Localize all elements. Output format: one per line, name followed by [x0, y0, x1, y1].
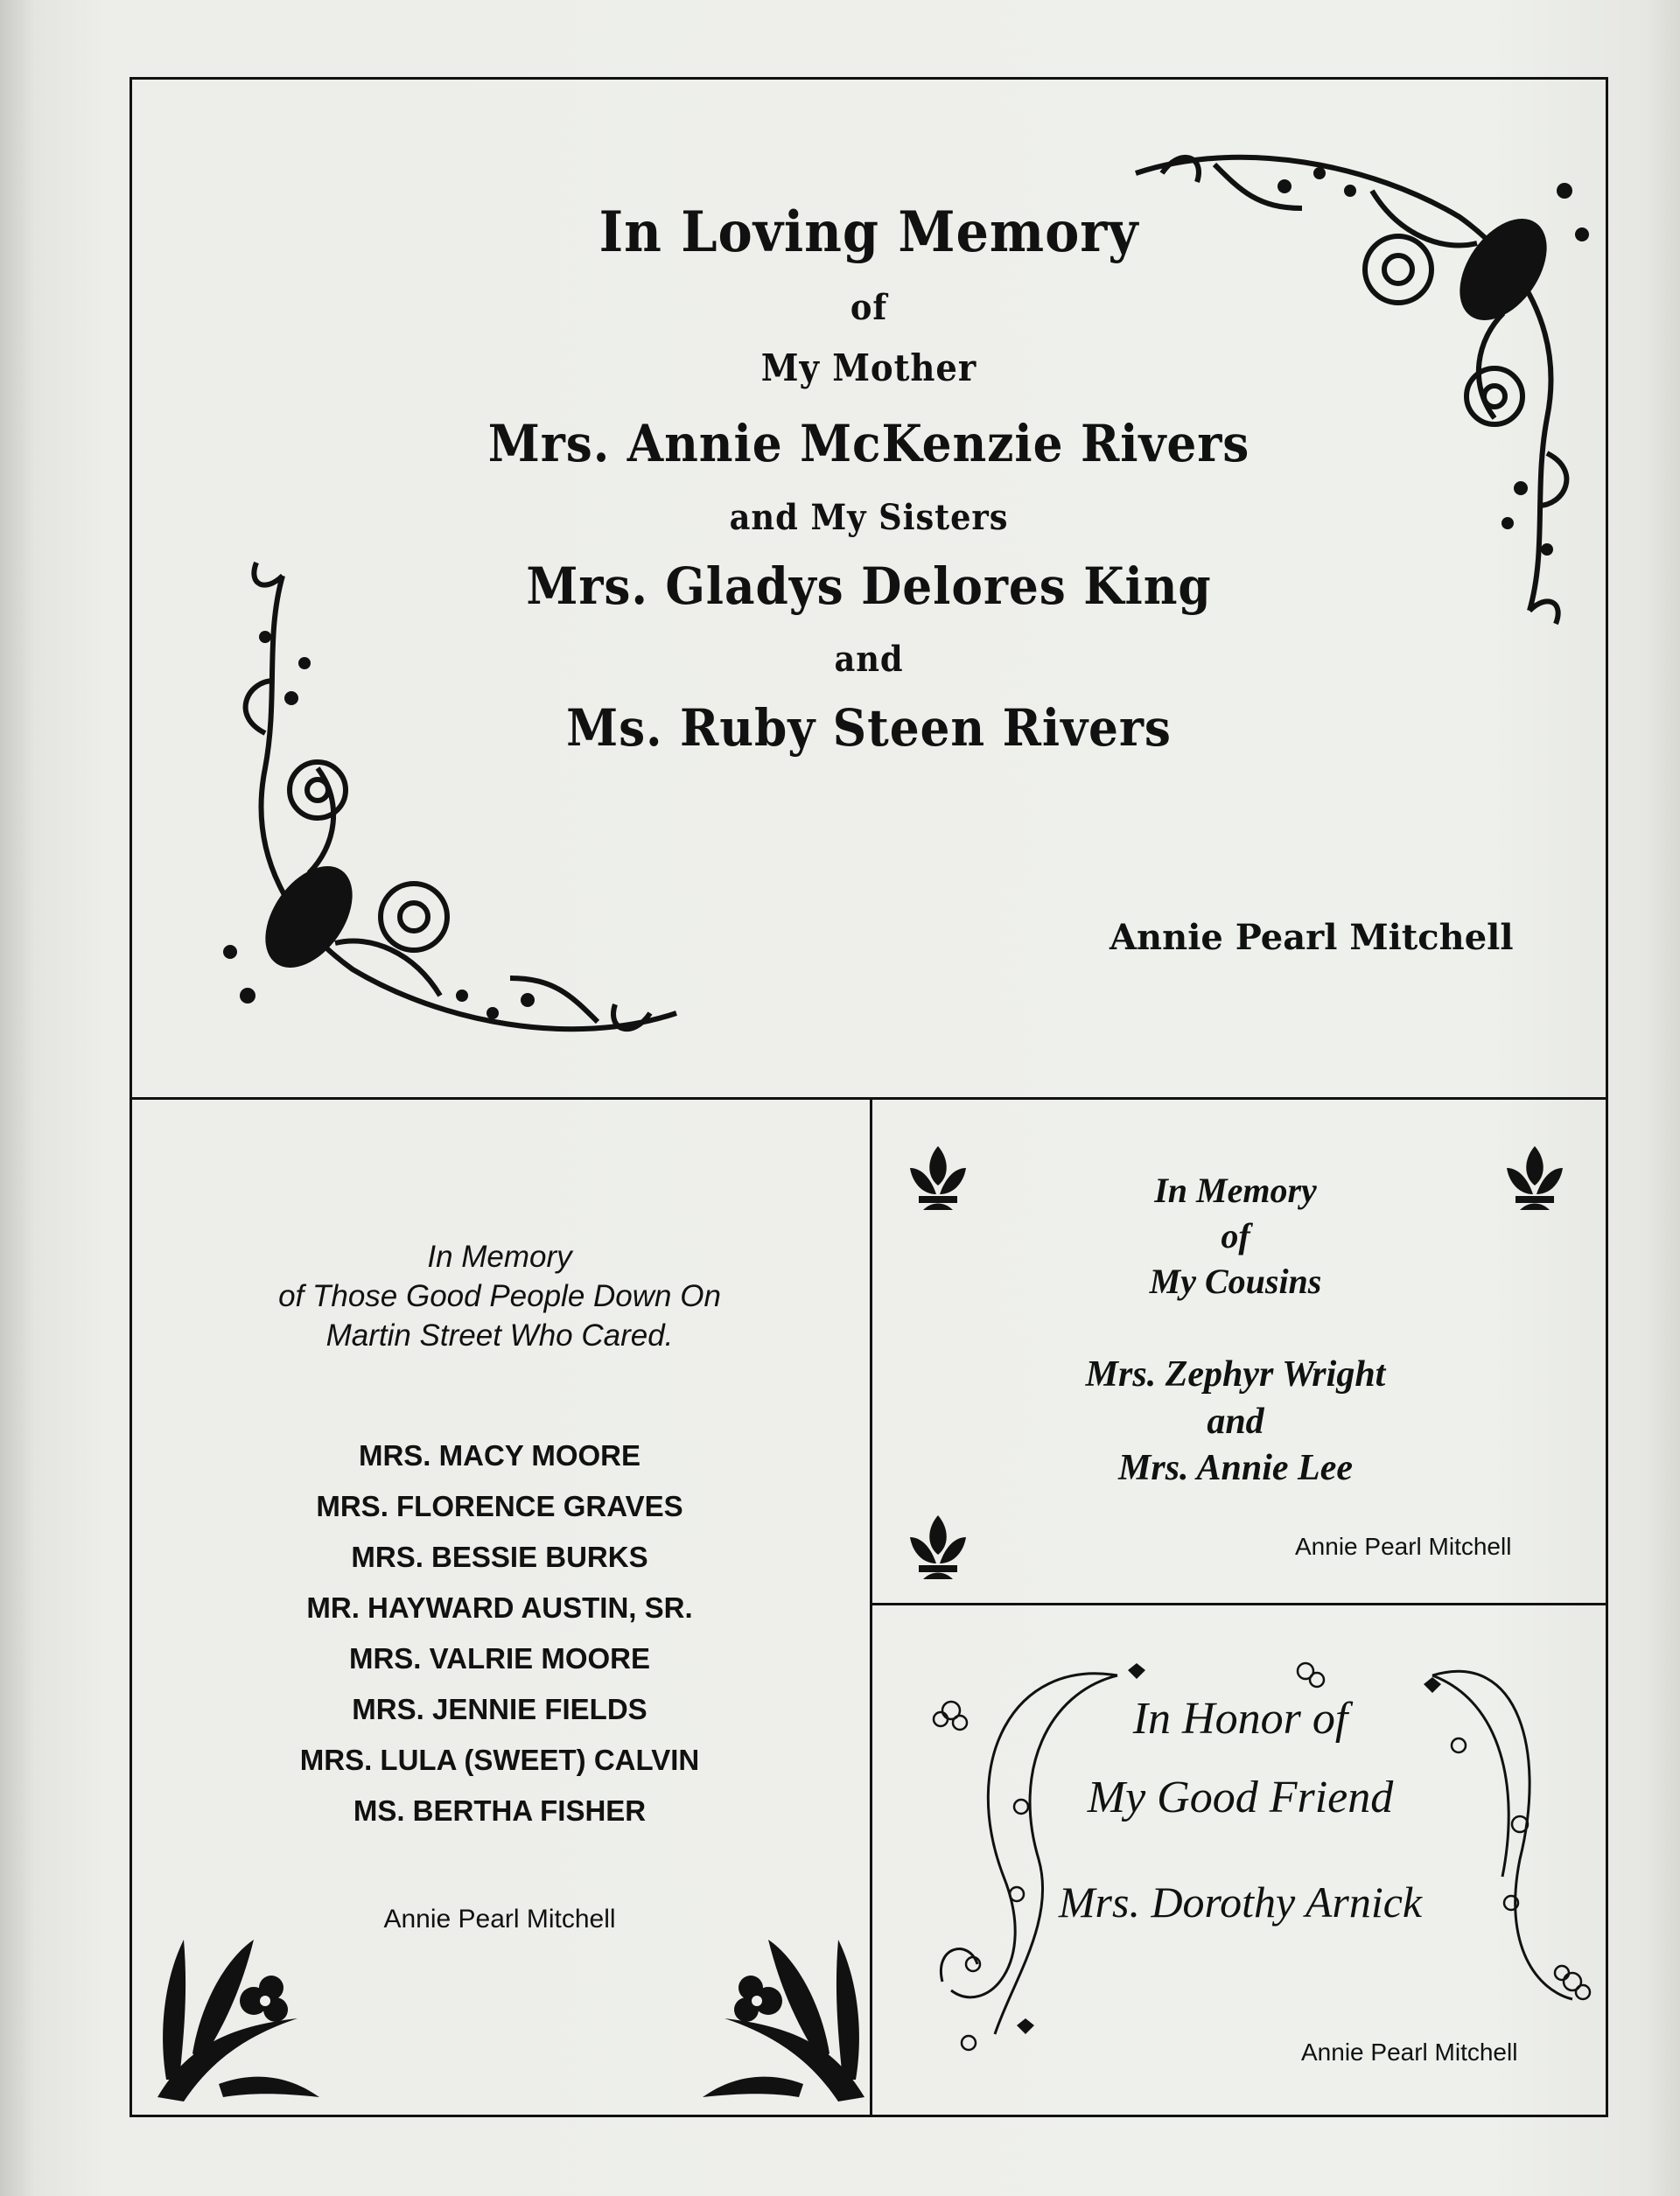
- martin-names-list: [130, 1430, 870, 1836]
- friend-signature: Annie Pearl Mitchell: [1301, 2039, 1518, 2066]
- memorial-name-mother: Mrs. Annie McKenzie Rivers: [487, 414, 1250, 473]
- cousins-and: and: [1207, 1402, 1264, 1442]
- martin-street-panel: [130, 1100, 870, 2117]
- friend-panel: [872, 1605, 1608, 2117]
- list-item: MRS. VALRIE MOORE: [348, 1642, 651, 1675]
- list-item: MRS. LULA (SWEET) CALVIN: [299, 1744, 700, 1776]
- friend-line-2: My Good Friend: [1087, 1773, 1394, 1822]
- martin-heading-3: Martin Street Who Cared.: [326, 1318, 674, 1353]
- friend-line-3: Mrs. Dorothy Arnick: [1058, 1878, 1423, 1927]
- cousins-panel: [872, 1100, 1608, 1603]
- memorial-name-sister-1: Mrs. Gladys Delores King: [526, 556, 1212, 616]
- cousins-line-1: In Memory: [1154, 1171, 1317, 1210]
- martin-heading-1: In Memory: [427, 1240, 572, 1274]
- leaf-flower-ornament-icon: [698, 1922, 873, 2106]
- tulip-ornament-icon: [1502, 1142, 1567, 1212]
- memorial-relation-sisters: and My Sisters: [729, 497, 1009, 538]
- cousins-line-3: My Cousins: [1149, 1262, 1322, 1301]
- list-item: MRS. JENNIE FIELDS: [352, 1693, 648, 1725]
- memorial-name-sister-2: Ms. Ruby Steen Rivers: [566, 698, 1172, 758]
- cousins-signature: Annie Pearl Mitchell: [1295, 1533, 1512, 1560]
- cousins-name-2: Mrs. Annie Lee: [1118, 1448, 1353, 1488]
- memorial-top-panel: [130, 77, 1608, 1097]
- friend-line-1: In Honor of: [1132, 1694, 1348, 1744]
- list-item: MRS. FLORENCE GRAVES: [316, 1490, 683, 1522]
- list-item: MRS. MACY MOORE: [358, 1439, 641, 1472]
- top-signature: Annie Pearl Mitchell: [1110, 917, 1514, 958]
- memorial-and: and: [834, 639, 904, 680]
- list-item: MS. BERTHA FISHER: [353, 1794, 647, 1827]
- memorial-relation-mother: My Mother: [760, 346, 977, 389]
- memorial-title: In Loving Memory: [598, 199, 1139, 265]
- list-item: MR. HAYWARD AUSTIN, SR.: [306, 1591, 693, 1624]
- floral-corner-ornament-icon: [213, 549, 703, 1048]
- cousins-name-1: Mrs. Zephyr Wright: [1085, 1354, 1386, 1395]
- list-item: MRS. BESSIE BURKS: [351, 1541, 648, 1573]
- cousins-line-2: of: [1221, 1216, 1250, 1255]
- tulip-ornament-icon: [906, 1511, 970, 1581]
- martin-heading-2: of Those Good People Down On: [278, 1279, 721, 1313]
- leaf-flower-ornament-icon: [149, 1922, 324, 2106]
- martin-signature: Annie Pearl Mitchell: [383, 1905, 616, 1934]
- memorial-of: of: [850, 287, 888, 328]
